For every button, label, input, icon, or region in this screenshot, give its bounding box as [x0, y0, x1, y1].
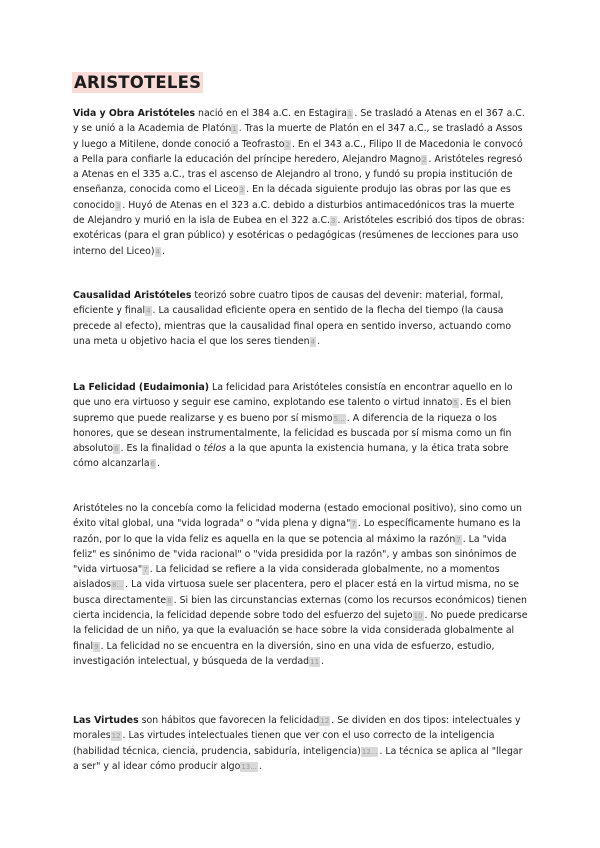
paragraph-heading: Vida y Obra Aristóteles: [73, 108, 196, 119]
emphasized-text: télos: [203, 443, 227, 455]
citation-marker[interactable]: 1: [232, 125, 237, 134]
text-segment: . Es la finalidad o: [120, 443, 204, 455]
citation-marker[interactable]: 8: [167, 596, 172, 605]
citation-marker[interactable]: 7: [456, 535, 461, 544]
citation-marker[interactable]: 9: [94, 642, 99, 651]
citation-marker[interactable]: 5: [453, 399, 458, 408]
citation-marker[interactable]: 4: [155, 247, 160, 256]
paragraph-heading: Causalidad Aristóteles: [73, 290, 192, 301]
paragraph-felicidad: [73, 380, 529, 472]
text-segment: . Aristóteles escribió dos tipos de obras: exotéricas (para el gran público) y esotéricas o pedagógicas (resúmenes de lecciones para uso interno del Liceo): [73, 215, 525, 257]
text-segment: . En la década siguiente produjo las obras por las que es conocido: [73, 184, 511, 211]
text-segment: Aristóteles no la concebía como la felicidad moderna (estado emocional positivo), sino como un éxito vital global, una "vida lograda" o "vida plena y digna": [73, 503, 522, 530]
text-segment: a la que apunta la existencia humana, y la ética trata sobre cómo alcanzarla: [73, 443, 509, 470]
text-segment: son hábitos que favorecen la felicidad: [138, 715, 320, 726]
text-segment: teorizó sobre cuatro tipos de causas del devenir: material, formal, eficiente y final: [73, 290, 504, 317]
citation-marker[interactable]: 11: [310, 657, 320, 666]
citation-marker[interactable]: 7: [351, 520, 356, 529]
text-segment: . La técnica se aplica al "llegar a ser" y al idear cómo producir algo: [73, 745, 523, 772]
text-segment: .: [161, 245, 165, 257]
citation-marker[interactable]: 3: [331, 217, 336, 226]
citation-marker[interactable]: 12: [111, 732, 121, 741]
text-segment: . Se trasladó a Atenas en el 367 a.C. y se unió a la Academia de Platón: [73, 108, 525, 135]
text-segment: . No puede predicarse la felicidad de un niño, ya que la evaluación se hace sobre la vida considerada globalmente al final: [73, 610, 528, 652]
citation-marker[interactable]: 2: [285, 140, 290, 149]
paragraph-heading: La Felicidad (Eudaimonia): [73, 382, 210, 393]
text-segment: . En el 343 a.C., Filipo II de Macedonia le convocó a Pella para confiarle la educación del príncipe heredero, Alejandro Magno: [73, 138, 523, 165]
text-segment: . La causalidad eficiente opera en sentido de la flecha del tiempo (la causa precede al efecto), mientras que la causalidad final opera en sentido inverso, actuando como una meta u objetivo hacia el que los seres tienden: [73, 305, 512, 347]
paragraph-causalidad: [73, 288, 529, 349]
text-segment: La felicidad para Aristóteles consistía en encontrar aquello en lo que uno era virtuoso y seguir ese camino, explotando ese talento o virtud innato: [73, 382, 513, 409]
citation-marker[interactable]: 12...: [361, 747, 378, 756]
text-segment: .: [321, 655, 325, 667]
text-segment: . La felicidad se refiere a la vida considerada globalmente, no a momentos aislados: [73, 564, 500, 591]
text-segment: .: [157, 458, 160, 470]
document-title: ARISTOTELES: [74, 73, 202, 92]
citation-marker[interactable]: 3: [115, 201, 121, 210]
citation-marker[interactable]: 13...: [241, 762, 257, 771]
citation-marker[interactable]: 12: [320, 717, 330, 725]
text-segment: . Tras la muerte de Platón en el 347 a.C., se trasladó a Assos y luego a Mitilene, donde conoció a Teofrasto: [73, 123, 523, 150]
text-segment: . Lo específicamente humano es la razón, por lo que la vida feliz es aquella en la que se potencia al máximo la razón: [73, 518, 521, 545]
text-segment: . La felicidad no se encuentra en la diversión, sino en una vida de esfuerzo, estudio, investigación intelectual, y búsqueda de la verdad: [73, 640, 495, 667]
citation-marker[interactable]: 7: [143, 566, 148, 575]
paragraph-concepcion-felicidad: [73, 501, 529, 669]
citation-marker[interactable]: 4: [310, 337, 316, 346]
text-segment: . La vida virtuosa suele ser placentera, pero el placer está en la virtud misma, no se busca directamente: [73, 579, 520, 606]
text-segment: nació en el 384 a.C. en Estagira: [195, 108, 347, 119]
text-segment: . Es el bien supremo que puede realizarse y es bueno por sí mismo: [73, 397, 512, 424]
citation-marker[interactable]: 8...: [112, 581, 124, 590]
citation-marker[interactable]: 6: [114, 445, 119, 454]
paragraph-virtudes: [73, 713, 529, 774]
text-segment: . La "vida feliz" es sinónimo de "vida racional" o "vida presidida por la razón", y ambas son sinónimos de "vida virtuosa": [73, 533, 517, 576]
text-segment: . Huyó de Atenas en el 323 a.C. debido a disturbios antimacedónicos tras la muerte de Alejandro y murió en la isla de Eubea en el 322 a.C.: [73, 199, 515, 227]
text-segment: . A diferencia de la riqueza o los honores, que se desean instrumentalmente, la felicidad es buscada por sí misma como un fin absoluto: [73, 412, 512, 455]
text-segment: . Aristóteles regresó a Atenas en el 335 a.C., tras el ascenso de Alejandro al trono, y fundó su propia institución de enseñanza, conocida como el Liceo: [73, 153, 523, 196]
text-segment: . Se dividen en dos tipos: intelectuales y morales: [73, 715, 521, 742]
text-segment: .: [317, 335, 321, 347]
text-segment: . Si bien las circunstancias externas (como los recursos económicos) tienen cierta incidencia, la felicidad depende sobre todo del esfuerzo del sujeto: [73, 594, 527, 622]
paragraph-heading: Las Virtudes: [73, 715, 139, 726]
citation-marker[interactable]: 5...: [333, 414, 345, 423]
text-segment: . Las virtudes intelectuales tienen que ver con el uso correcto de la inteligencia (habilidad técnica, ciencia, prudencia, sabiduría, inteligencia): [73, 730, 495, 757]
citation-marker[interactable]: 3: [239, 186, 245, 195]
citation-marker[interactable]: 1: [347, 110, 353, 118]
citation-marker[interactable]: 2: [422, 155, 427, 164]
text-segment: .: [258, 760, 262, 772]
citation-marker[interactable]: 10: [413, 612, 423, 621]
citation-marker[interactable]: 6: [150, 460, 156, 469]
citation-marker[interactable]: 4: [146, 307, 151, 316]
paragraph-vida-y-obra: [73, 106, 529, 259]
